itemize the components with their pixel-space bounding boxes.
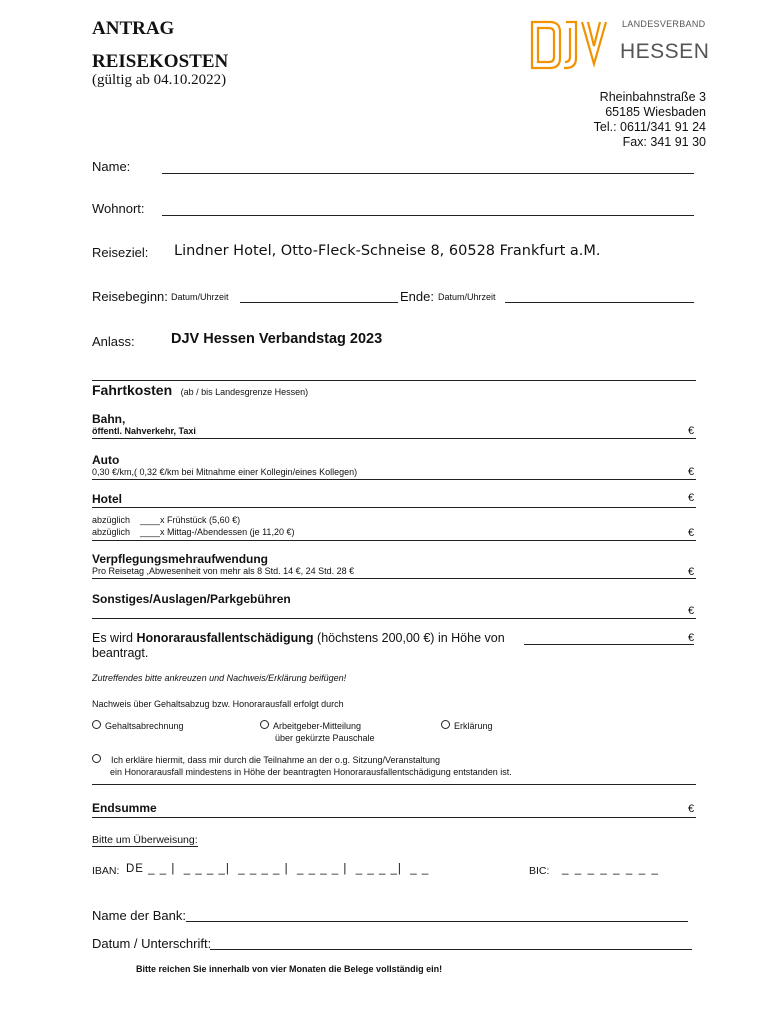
address-fax: Fax: 341 91 30 <box>622 135 706 149</box>
fahrtkosten-note: (ab / bis Landesgrenze Hessen) <box>180 387 309 397</box>
form-title-line2: REISEKOSTEN <box>92 51 229 72</box>
transfer-label-text: Bitte um Überweisung: <box>92 834 198 846</box>
name-line[interactable] <box>162 173 694 174</box>
hotel-deduct-currency: € <box>688 527 695 539</box>
bahn-title: Bahn, <box>92 412 126 426</box>
option-2-label-line1: Arbeitgeber-Mitteilung <box>273 721 362 731</box>
bank-name-label: Name der Bank: <box>92 908 186 923</box>
sonstiges-title: Sonstiges/Auslagen/Parkgebühren <box>92 592 291 606</box>
radio-circle-icon[interactable] <box>92 754 101 763</box>
wohnort-line[interactable] <box>162 215 694 216</box>
hotel-deduct-breakfast: abzüglich ____x Frühstück (5,60 €) <box>92 515 241 525</box>
address-city: 65185 Wiesbaden <box>605 105 706 119</box>
endsumme-currency: € <box>688 803 695 815</box>
bic-label: BIC: <box>529 865 550 877</box>
ende-label: Ende: <box>400 289 434 304</box>
endsumme-label: Endsumme <box>92 801 157 815</box>
address-street: Rheinbahnstraße 3 <box>599 90 706 104</box>
ende-line[interactable] <box>505 302 694 303</box>
auto-line[interactable] <box>92 479 696 480</box>
declaration-divider <box>92 784 696 785</box>
name-label: Name: <box>92 159 131 174</box>
honorar-text-pre: Es wird <box>92 631 137 645</box>
verpflegung-currency: € <box>688 566 695 578</box>
hotel-title: Hotel <box>92 492 122 506</box>
reiseziel-value: Lindner Hotel, Otto-Fleck-Schneise 8, 60528 Frankfurt a.M. <box>174 243 601 259</box>
signature-label: Datum / Unterschrift: <box>92 936 212 951</box>
reisebeginn-hint: Datum/Uhrzeit <box>171 292 229 302</box>
bahn-line[interactable] <box>92 438 696 439</box>
fahrtkosten-heading: Fahrtkosten <box>92 382 173 398</box>
address-block <box>594 90 706 150</box>
radio-circle-icon[interactable] <box>92 720 101 729</box>
radio-circle-icon[interactable] <box>260 720 269 729</box>
option-1-label: Gehaltsabrechnung <box>105 721 184 731</box>
form-title-line1: ANTRAG <box>92 18 175 39</box>
bank-name-line[interactable] <box>186 921 688 922</box>
endsumme-line[interactable] <box>92 817 696 818</box>
option-3-label: Erklärung <box>454 721 493 731</box>
auto-title: Auto <box>92 453 120 467</box>
anlass-value: DJV Hessen Verbandstag 2023 <box>171 331 383 347</box>
sonstiges-currency: € <box>688 605 695 617</box>
radio-circle-icon[interactable] <box>441 720 450 729</box>
section-divider <box>92 380 696 381</box>
hotel-line[interactable] <box>92 507 696 508</box>
footer-notice: Bitte reichen Sie innerhalb von vier Monaten die Belege vollständig ein! <box>136 964 443 974</box>
logo-top-label: LANDESVERBAND <box>622 19 706 29</box>
bahn-sub: öffentl. Nahverkehr, Taxi <box>92 426 196 436</box>
validity-note: (gültig ab 04.10.2022) <box>92 72 227 88</box>
auto-sub: 0,30 €/km,( 0,32 €/km bei Mitnahme einer Kollegin/eines Kollegen) <box>92 467 358 477</box>
hotel-currency: € <box>688 492 695 504</box>
bahn-currency: € <box>688 425 695 437</box>
declaration-line1: Ich erkläre hiermit, dass mir durch die Teilnahme an der o.g. Sitzung/Veranstaltung <box>111 755 441 765</box>
verpflegung-sub: Pro Reisetag ,Abwesenheit von mehr als 8 Std. 14 €, 24 Std. 28 € <box>92 566 355 576</box>
iban-label: IBAN: <box>92 865 120 877</box>
hotel-deduct-meals: abzüglich ____x Mittag-/Abendessen (je 11,20 €) <box>92 527 295 537</box>
hotel-deduct-line[interactable] <box>92 540 696 541</box>
declaration-line2: ein Honorarausfall mindestens in Höhe der beantragten Honorarausfallentschädigung entstanden ist. <box>110 767 512 777</box>
option-2-label-line2: über gekürzte Pauschale <box>275 733 375 743</box>
wohnort-label: Wohnort: <box>92 201 145 216</box>
honorar-note: Zutreffendes bitte ankreuzen und Nachweis/Erklärung beifügen! <box>92 673 347 683</box>
djv-logo <box>530 18 710 70</box>
logo-bottom-label: HESSEN <box>620 40 710 63</box>
address-tel: Tel.: 0611/341 91 24 <box>593 120 706 134</box>
verpflegung-line[interactable] <box>92 578 696 579</box>
honorar-text-bold: Honorarausfallentschädigung <box>136 631 314 645</box>
honorar-currency: € <box>688 632 695 644</box>
fahrtkosten-heading-row <box>92 382 308 400</box>
signature-line[interactable] <box>210 949 692 950</box>
honorar-text-line2: beantragt. <box>92 646 149 660</box>
honorar-text <box>92 631 505 645</box>
djv-logo-mark <box>530 20 612 70</box>
verpflegung-title: Verpflegungsmehraufwendung <box>92 552 269 566</box>
declaration[interactable] <box>92 754 512 778</box>
ende-hint: Datum/Uhrzeit <box>438 292 496 302</box>
transfer-label <box>92 834 198 847</box>
option-erklaerung[interactable] <box>441 720 493 731</box>
anlass-label: Anlass: <box>92 334 135 349</box>
reisebeginn-label: Reisebeginn: <box>92 289 168 304</box>
reiseziel-label: Reiseziel: <box>92 245 149 260</box>
auto-currency: € <box>688 466 695 478</box>
iban-field[interactable]: DE _ _ | _ _ _ _| _ _ _ _ | _ _ _ _ | _ _ _ _| _ _ <box>126 863 430 875</box>
bic-field[interactable]: _ _ _ _ _ _ _ _ <box>562 863 658 875</box>
honorar-text-post: (höchstens 200,00 €) in Höhe von <box>313 631 505 645</box>
option-gehaltsabrechnung[interactable] <box>92 720 184 731</box>
honorar-amount-line[interactable] <box>524 644 694 645</box>
nachweis-text: Nachweis über Gehaltsabzug bzw. Honorarausfall erfolgt durch <box>92 699 344 709</box>
sonstiges-line[interactable] <box>92 618 696 619</box>
option-arbeitgeber-mitteilung[interactable] <box>260 720 375 744</box>
reisebeginn-line[interactable] <box>240 302 398 303</box>
